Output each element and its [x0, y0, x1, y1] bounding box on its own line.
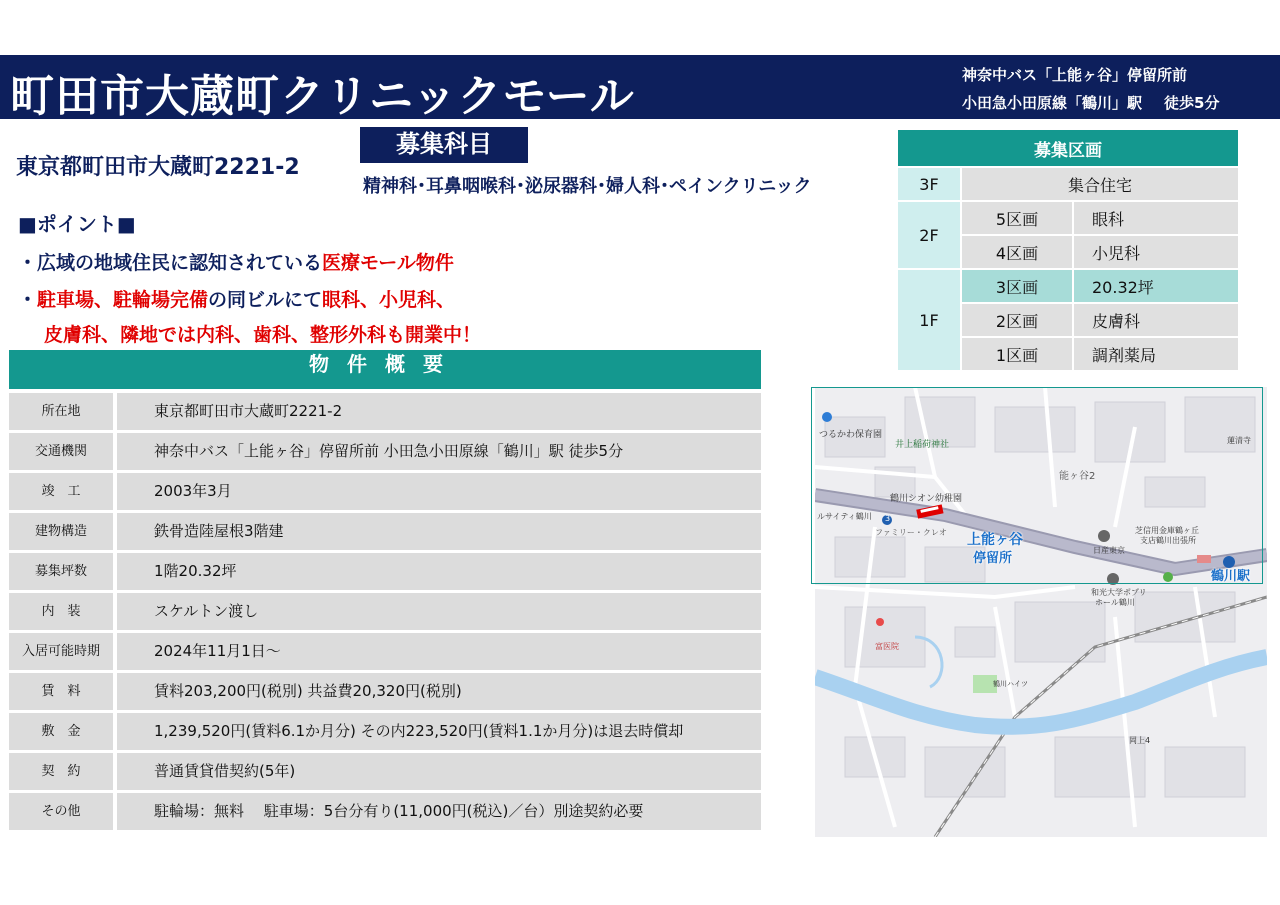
- summary-table: [9, 390, 761, 833]
- summary-key: その他: [9, 793, 113, 830]
- recruit-specialties: 精神科･耳鼻咽喉科･泌尿器科･婦人科･ペインクリニック: [363, 176, 812, 197]
- summary-key: 交通機関: [9, 433, 113, 470]
- unit-label-available: 3区画: [962, 270, 1072, 302]
- access-train: [962, 92, 1219, 113]
- unit-label: 4区画: [962, 236, 1072, 268]
- section-table: [896, 128, 1240, 372]
- point-text: ・: [18, 289, 38, 311]
- unit-tenant: 眼科: [1074, 202, 1238, 234]
- table-row: [898, 202, 1238, 234]
- summary-title: 物件概要: [9, 350, 761, 389]
- summary-value: 賃料203,200円(税別) 共益費20,320円(税別): [117, 673, 761, 710]
- map-label-temple: 蓮清寺: [1227, 436, 1251, 445]
- summary-key: 入居可能時期: [9, 633, 113, 670]
- table-row: [9, 633, 761, 670]
- table-row: [9, 513, 761, 550]
- map-bus-stop: 上能ヶ谷: [967, 532, 1023, 548]
- unit-tenant-available: 20.32坪: [1074, 270, 1238, 302]
- map-bus-stop-2: 停留所: [973, 551, 1013, 566]
- summary-key: 契 約: [9, 753, 113, 790]
- unit-label: 5区画: [962, 202, 1072, 234]
- table-row: [9, 473, 761, 510]
- table-row: [9, 433, 761, 470]
- map-label-bank1: 芝信用金庫鶴ヶ丘: [1135, 526, 1199, 535]
- summary-value: 東京都町田市大蔵町2221-2: [117, 393, 761, 430]
- tenant-3f: 集合住宅: [962, 168, 1238, 200]
- summary-value: 1,239,520円(賃料6.1か月分) その内223,520円(賃料1.1か月分)は退去時償却: [117, 713, 761, 750]
- section-header-row: [898, 130, 1238, 166]
- map-route-number: 3: [885, 514, 891, 523]
- point-line-1: [18, 248, 454, 275]
- point-highlight: 駐車場、駐輪場完備: [37, 289, 209, 311]
- point-highlight: 皮膚科、隣地では内科、歯科、整形外科も開業中！: [44, 324, 482, 346]
- access-bus: 神奈中バス「上能ヶ谷」停留所前: [962, 66, 1188, 84]
- point-text: の同ビルにて: [208, 289, 323, 311]
- point-text: ・広域の地域住民に認知されている: [18, 252, 323, 274]
- unit-tenant: 皮膚科: [1074, 304, 1238, 336]
- map-label-area: 能ヶ谷2: [1059, 471, 1096, 482]
- map-label-okami: 岡上4: [1129, 736, 1151, 745]
- map-label-family: ファミリー・クレオ: [875, 528, 947, 537]
- summary-value: 普通賃貸借契約(5年): [117, 753, 761, 790]
- summary-key: 所在地: [9, 393, 113, 430]
- unit-tenant: 小児科: [1074, 236, 1238, 268]
- map-label-hall2: ホール鶴川: [1095, 598, 1135, 607]
- summary-value: 駐輪場：無料 駐車場：5台分有り(11,000円(税込)／台）別途契約必要: [117, 793, 761, 830]
- table-row: [898, 270, 1238, 302]
- floor-2f: 2F: [898, 202, 960, 268]
- table-row: [9, 673, 761, 710]
- map-label-hospital: 富医院: [875, 642, 899, 651]
- map-label-nursery: つるかわ保育園: [819, 430, 883, 440]
- map-label-tsurumi: 鶴川ハイツ: [993, 680, 1028, 688]
- map-label-hall1: 和光大学ポプリ: [1091, 588, 1147, 597]
- property-address: 東京都町田市大蔵町2221-2: [16, 155, 300, 180]
- summary-key: 敷 金: [9, 713, 113, 750]
- table-row: [898, 168, 1238, 200]
- summary-value: 2003年3月: [117, 473, 761, 510]
- summary-key: 竣 工: [9, 473, 113, 510]
- table-row: [9, 553, 761, 590]
- map-label-nissan: 日産東京: [1093, 546, 1125, 555]
- access-walk-time: 徒歩5分: [1164, 94, 1220, 112]
- map-station: 鶴川駅: [1211, 569, 1251, 584]
- points-heading: ■ポイント■: [18, 212, 136, 236]
- summary-value: スケルトン渡し: [117, 593, 761, 630]
- summary-key: 内 装: [9, 593, 113, 630]
- section-title: 募集区画: [898, 130, 1238, 166]
- summary-value: 1階20.32坪: [117, 553, 761, 590]
- table-row: [9, 393, 761, 430]
- point-line-2: [18, 285, 455, 312]
- summary-value: 鉄骨造陸屋根3階建: [117, 513, 761, 550]
- map-label-shrine: 井上稲荷神社: [895, 440, 950, 450]
- map-highlight-frame: [811, 387, 1263, 584]
- summary-key: 賃 料: [9, 673, 113, 710]
- summary-value: 神奈中バス「上能ヶ谷」停留所前 小田急小田原線「鶴川」駅 徒歩5分: [117, 433, 761, 470]
- point-highlight: 医療モール物件: [322, 252, 454, 274]
- floor-1f: 1F: [898, 270, 960, 370]
- table-row: [9, 593, 761, 630]
- map-label-bank2: 支店鶴川出張所: [1140, 536, 1196, 545]
- summary-value: 2024年11月1日～: [117, 633, 761, 670]
- table-row: [9, 713, 761, 750]
- map-label-kindergarten: 鶴川シオン幼稚園: [890, 494, 963, 504]
- unit-tenant: 調剤薬局: [1074, 338, 1238, 370]
- recruit-label: 募集科目: [360, 127, 528, 163]
- unit-label: 2区画: [962, 304, 1072, 336]
- point-highlight: 眼科、小児科、: [322, 289, 456, 311]
- unit-label: 1区画: [962, 338, 1072, 370]
- access-train-station: 小田急小田原線「鶴川」駅: [962, 94, 1143, 112]
- summary-key: 募集坪数: [9, 553, 113, 590]
- floor-3f: 3F: [898, 168, 960, 200]
- point-line-3: [44, 320, 481, 347]
- table-row: [9, 753, 761, 790]
- page-title: 町田市大蔵町クリニックモール: [10, 71, 635, 122]
- table-row: [9, 793, 761, 830]
- map-label-shop: ルサイティ鶴川: [817, 512, 872, 521]
- summary-key: 建物構造: [9, 513, 113, 550]
